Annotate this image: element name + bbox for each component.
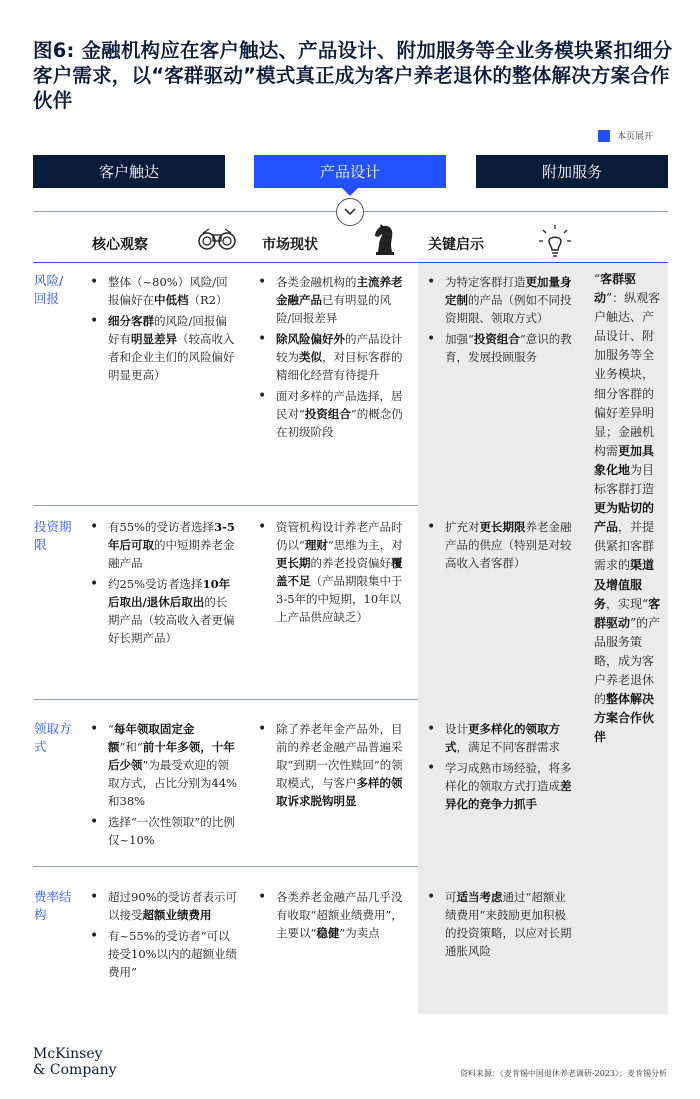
cell-insight-fee-structure [425, 888, 575, 963]
logo-line: & Company [33, 1062, 117, 1078]
list-item: • 设计更多样化的领取方式，满足不同客群需求 [425, 720, 575, 756]
row-divider [33, 866, 418, 867]
tab-label: 附加服务 [541, 163, 602, 181]
row-divider [33, 699, 418, 700]
lightbulb-icon [538, 224, 572, 262]
cell-core-withdrawal-method [88, 720, 238, 852]
active-tab-pointer [342, 188, 358, 196]
list-item: • 加强“投资组合”意识的教育，发展投顾服务 [425, 330, 575, 366]
list-item: • “每年领取固定金额”和“前十年多领，十年后少领”为最受欢迎的领取方式，占比分别为44%和38% [88, 720, 238, 810]
column-header-insight: 关键启示 [428, 237, 484, 253]
row-label-withdrawal-method: 领取方式 [34, 721, 72, 754]
list-item: • 整体（~80%）风险/回报偏好在中低档（R2） [88, 273, 238, 309]
cell-core-fee-structure [88, 888, 238, 984]
list-item: • 资管机构设计养老产品时仍以“理财”思维为主，对更长期的养老投资偏好覆盖不足（产品期限集中于3-5年的中短期，10年以上产品供应缺乏） [256, 518, 406, 626]
list-item: • 超过90%的受访者表示可以接受超额业绩费用 [88, 888, 238, 924]
list-item: • 选择“一次性领取”的比例仅~10% [88, 813, 238, 849]
cell-market-fee-structure [256, 888, 406, 945]
row-label-risk-return: 风险/回报 [34, 273, 64, 306]
mckinsey-logo [33, 1046, 117, 1078]
cell-insight-risk-return [425, 273, 575, 369]
page-title: 图6: 金融机构应在客户触达、产品设计、附加服务等全业务模块紧扣细分客户需求，以“客群驱动”模式真正成为客户养老退休的整体解决方案合作伙伴 [33, 39, 673, 112]
tab-product-design[interactable] [254, 155, 446, 188]
list-item: • 扩充对更长期限养老金融产品的供应（特别是对较高收入者客群） [425, 518, 575, 572]
legend [598, 129, 653, 142]
legend-label: 本页展开 [617, 132, 654, 142]
list-item: • 各类金融机构的主流养老金融产品已有明显的风险/回报差异 [256, 273, 406, 327]
chevron-down-icon[interactable] [336, 198, 364, 226]
source-note: 资料来源：《麦肯锡中国退休养老调研-2023》；麦肯锡分析 [459, 1069, 667, 1078]
binoculars-icon [196, 226, 238, 256]
list-item: • 可适当考虑通过“超额业绩费用”来鼓励更加积极的投资策略，以应对长期通胀风险 [425, 888, 575, 960]
tab-value-added-services[interactable] [476, 155, 668, 188]
cell-insight-investment-term [425, 518, 575, 575]
tab-label: 产品设计 [319, 163, 380, 181]
chess-knight-icon [372, 222, 398, 260]
list-item: • 为特定客群打造更加量身定制的产品（例如不同投资期限、领取方式） [425, 273, 575, 327]
row-label-investment-term: 投资期限 [34, 519, 72, 552]
list-item: • 除风险偏好外的产品设计较为类似，对目标客群的精细化经营有待提升 [256, 330, 406, 384]
logo-line: McKinsey [33, 1046, 103, 1062]
cell-market-investment-term [256, 518, 406, 629]
cell-insight-withdrawal-method [425, 720, 575, 816]
list-item: • 细分客群的风险/回报偏好有明显差异（较高收入者和企业主们的风险偏好明显更高） [88, 312, 238, 384]
cell-market-withdrawal-method [256, 720, 406, 813]
list-item: • 除了养老年金产品外，目前的养老金融产品普遍采取“到期一次性赎回”的领取模式，与客户多样的领取诉求脱钩明显 [256, 720, 406, 810]
tab-customer-reach[interactable] [33, 155, 225, 188]
column-header-market: 市场现状 [262, 237, 318, 253]
tab-label: 客户触达 [98, 163, 159, 181]
cell-core-risk-return [88, 273, 238, 387]
legend-swatch [598, 130, 610, 142]
row-divider [33, 505, 418, 506]
list-item: • 各类养老金融产品几乎没有收取“超额业绩费用”，主要以“稳健”为卖点 [256, 888, 406, 942]
cell-market-risk-return [256, 273, 406, 444]
column-header-core: 核心观察 [92, 237, 148, 253]
list-item: • 学习成熟市场经验，将多样化的领取方式打造成差异化的竞争力抓手 [425, 759, 575, 813]
list-item: • 面对多样的产品选择，居民对“投资组合”的概念仍在初级阶段 [256, 387, 406, 441]
list-item: • 约25%受访者选择10年后取出/退休后取出的长期产品（较高收入者更偏好长期产品） [88, 575, 238, 647]
row-label-fee-structure: 费率结构 [34, 889, 72, 922]
row-divider [33, 262, 668, 263]
summary-text: “客群驱动”：纵观客户触达、产品设计、附加服务等全业务模块，细分客群的偏好差异明显；金融机构需更加具象化地为目标客群打造更为贴切的产品，并提供紧扣客群需求的渠道及增值服务，实现“客群驱动”的产品服务策略，成为客户养老退休的整体解决方案合作伙伴 [594, 272, 661, 745]
list-item: • 有55%的受访者选择3-5年后可取的中短期养老金融产品 [88, 518, 238, 572]
cell-core-investment-term [88, 518, 238, 650]
list-item: • 有~55%的受访者“可以接受10%以内的超额业绩费用” [88, 927, 238, 981]
